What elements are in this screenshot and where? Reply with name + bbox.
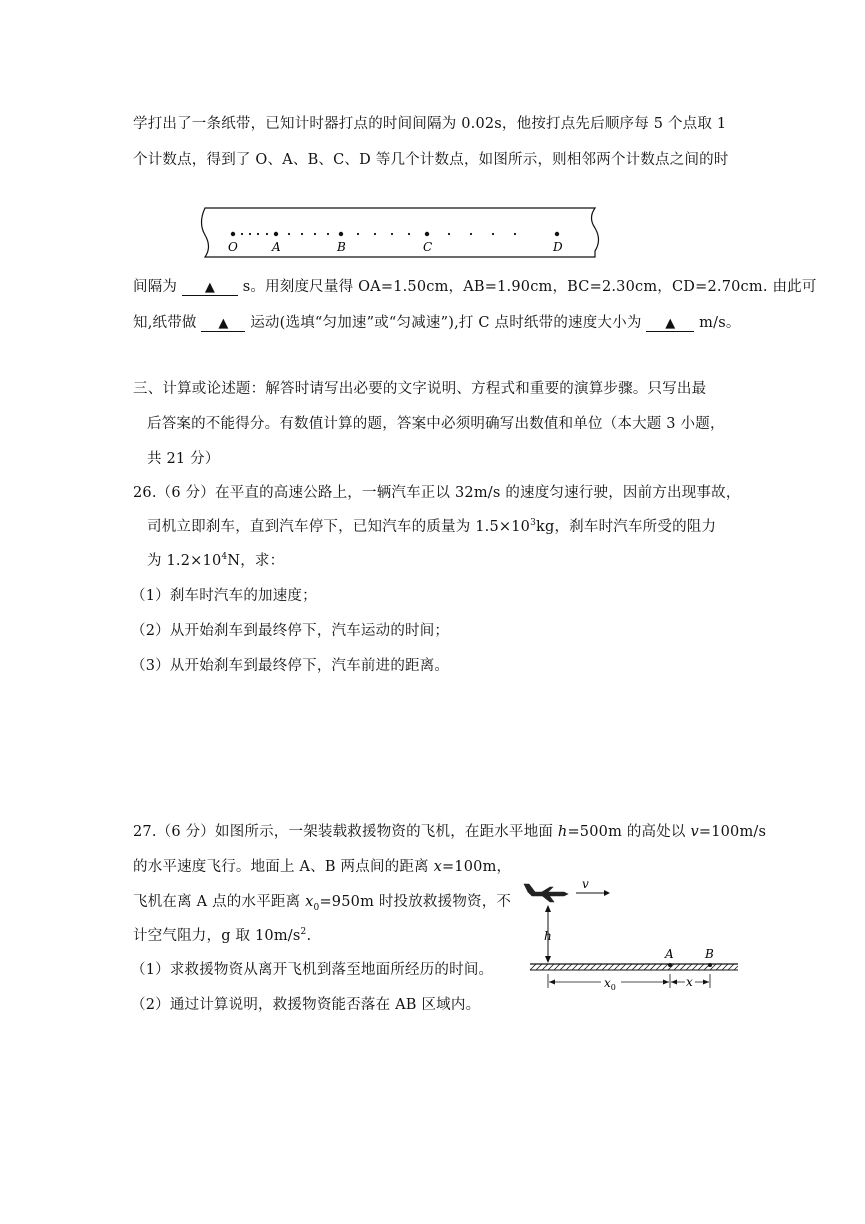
label-x0: $x_0$: [604, 976, 616, 992]
label-b: B: [705, 947, 714, 961]
answer-blank-1[interactable]: [182, 279, 238, 296]
airplane-icon: [524, 884, 568, 902]
q26-line-2-text: 司机立即刹车，直到汽车停下，已知汽车的质量为 1.5×10: [147, 519, 531, 535]
answer-blank-3[interactable]: [646, 315, 694, 332]
q27-line-3: [133, 890, 511, 913]
fill-line-2-pre: 知,纸带做: [133, 315, 197, 331]
q27-line-4: [133, 924, 311, 945]
point-a: [668, 963, 672, 967]
ground: [530, 964, 738, 970]
q26-line-1: 26.（6 分）在平直的高速公路上，一辆汽车正以 32m/s 的速度匀速行驶，因前方出现事故，: [133, 485, 741, 501]
fill-line-2: [133, 311, 741, 332]
q27-sub-2: （2）通过计算说明，救援物资能否落在 AB 区域内。: [131, 997, 481, 1013]
answer-blank-2[interactable]: [201, 315, 245, 332]
var-v: v: [690, 824, 699, 840]
q27-line-2-a: 的水平速度飞行。地面上 A、B 两点间的距离: [133, 859, 434, 875]
intro-line-2: 个计数点，得到了 O、A、B、C、D 等几个计数点，如图所示，则相邻两个计数点之间的时: [133, 152, 729, 168]
q27-line-1-b: =500m 的高处以: [567, 824, 691, 840]
q26-exponent: 4: [221, 552, 228, 563]
paper-tape-figure: [200, 205, 605, 263]
airdrop-figure: [520, 878, 745, 993]
q27-line-3-b: =950m 时投放救援物资，不: [319, 894, 512, 910]
var-x: x: [433, 859, 442, 875]
triangle-mark: ▲: [218, 316, 229, 331]
triangle-mark: ▲: [665, 316, 676, 331]
tape-label-a: A: [272, 240, 281, 254]
q27-line-1: [133, 820, 766, 841]
q26-line-2: [147, 515, 716, 536]
q27-exponent: 2: [300, 927, 307, 938]
var-x0: x: [305, 894, 314, 910]
fill-line-2-mid: 运动(选填“匀加速”或“匀减速”),打 C 点时纸带的速度大小为: [250, 315, 642, 331]
q26-sub-2: （2）从开始刹车到最终停下，汽车运动的时间；: [131, 623, 450, 639]
q27-line-4-text: 计空气阻力，g 取 10m/s: [133, 928, 301, 944]
q27-line-4-end: .: [306, 928, 312, 944]
tape-label-d: D: [553, 240, 563, 254]
q26-line-3-unit: N，求：: [227, 553, 285, 569]
q27-line-2: [133, 855, 511, 876]
tape-label-c: C: [423, 240, 433, 254]
label-a: A: [665, 947, 674, 961]
fill-line-1-post: s。用刻度尺量得 OA=1.50cm，AB=1.90cm，BC=2.30cm，CD=2.70cm. 由此可: [242, 279, 817, 295]
point-b: [708, 963, 712, 967]
tape-label-o: O: [228, 240, 238, 254]
q27-line-2-b: =100m，: [441, 859, 512, 875]
q26-exponent: 3: [530, 518, 537, 529]
q27-sub-1: （1）求救援物资从离开飞机到落至地面所经历的时间。: [131, 962, 494, 978]
label-v: v: [582, 878, 589, 891]
triangle-mark: ▲: [204, 280, 216, 295]
section3-line-1: 三、计算或论述题：解答时请写出必要的文字说明、方程式和重要的演算步骤。只写出最: [133, 381, 707, 397]
q26-line-2-unit: kg，刹车时汽车所受的阻力: [536, 519, 717, 535]
paper-tape-outline: [202, 208, 599, 257]
label-h: h: [544, 929, 552, 943]
fill-line-1: [133, 275, 817, 296]
q26-line-3: [147, 549, 284, 570]
tape-label-b: B: [337, 240, 346, 254]
intro-line-1: 学打出了一条纸带，已知计时器打点的时间间隔为 0.02s，他按打点先后顺序每 5 个点取 1: [133, 116, 727, 132]
tape-dots: [231, 232, 559, 236]
var-h: h: [557, 824, 568, 840]
q27-line-1-a: 27.（6 分）如图所示，一架装载救援物资的飞机，在距水平地面: [133, 824, 558, 840]
q26-sub-3: （3）从开始刹车到最终停下，汽车前进的距离。: [131, 658, 450, 674]
q27-line-3-a: 飞机在离 A 点的水平距离: [133, 894, 306, 910]
label-x: x: [686, 975, 693, 989]
q26-line-3-text: 为 1.2×10: [147, 553, 222, 569]
section3-line-2: 后答案的不能得分。有数值计算的题，答案中必须明确写出数值和单位（本大题 3 小题，: [147, 416, 725, 432]
fill-line-1-pre: 间隔为: [133, 279, 178, 295]
fill-line-2-post: m/s。: [699, 315, 741, 331]
section3-line-3: 共 21 分）: [147, 451, 220, 467]
var-x0-sub: 0: [313, 902, 320, 913]
q26-sub-1: （1）刹车时汽车的加速度；: [131, 588, 317, 604]
q27-line-1-c: =100m/s: [698, 824, 767, 840]
